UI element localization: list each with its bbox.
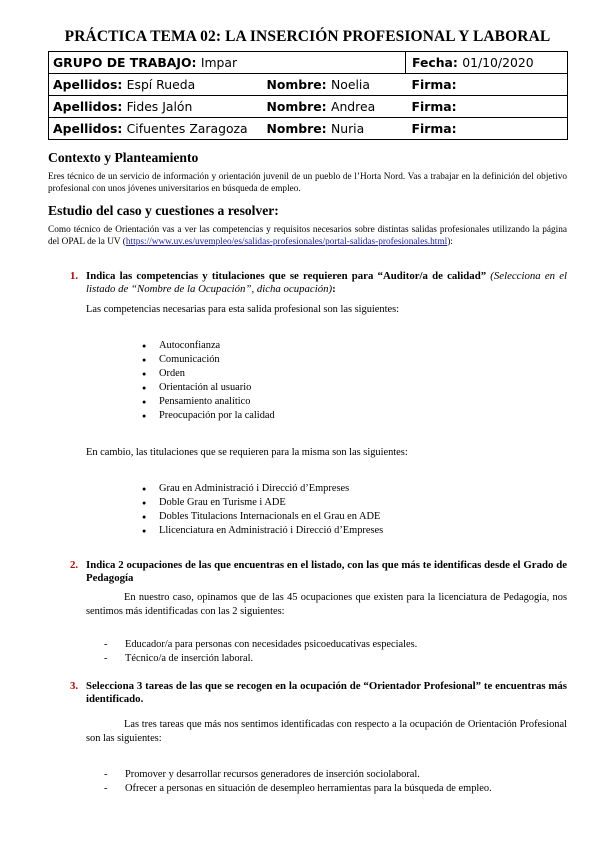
list-item: ● Grau en Administració i Direcció d’Empreses <box>48 482 567 496</box>
titulaciones-list <box>48 482 567 538</box>
list-item: ● Orden <box>48 367 567 381</box>
signature-cell <box>406 118 568 140</box>
context-text: Eres técnico de un servicio de información y orientación juvenil de un pueblo de l’Horta Nord. Vas a trabajar en la definición del objetivo profesional con unos jóvenes universitarios en búsqueda de empleo. <box>48 172 567 194</box>
name-label: Nombre: <box>266 121 327 136</box>
surname-value: Fides Jalón <box>126 99 193 114</box>
occupations-list <box>48 638 567 666</box>
list-item: ● Llicenciatura en Administració i Direcció d’Empreses <box>48 524 567 538</box>
group-value: Impar <box>200 55 238 70</box>
study-text <box>48 224 567 248</box>
surname-cell <box>49 74 263 96</box>
question-1 <box>48 270 567 296</box>
list-item: ● Dobles Titulacions Internacionals en el Grau en ADE <box>48 510 567 524</box>
competencias-intro: Las competencias necesarias para esta salida profesional son las siguientes: <box>86 304 400 315</box>
signature-cell <box>406 74 568 96</box>
list-item: - Técnico/a de inserción laboral. <box>48 652 567 666</box>
surname-label: Apellidos: <box>53 121 123 136</box>
study-text-before: Como técnico de Orientación vas a ver las competencias y requisitos necesarios sobre distintas salidas profesionales utilizando la página del OPAL de la UV ( <box>48 225 567 247</box>
question-2-number: 2. <box>70 559 79 571</box>
document-title: PRÁCTICA TEMA 02: LA INSERCIÓN PROFESIONAL Y LABORAL <box>64 28 551 45</box>
list-item: ● Comunicación <box>48 353 567 367</box>
name-cell <box>263 74 406 96</box>
list-item: ● Orientación al usuario <box>48 381 567 395</box>
question-2-text: Indica 2 ocupaciones de las que encuentras en el listado, con las que más te identificas desde el Grado de Pedagogía <box>86 559 567 584</box>
date-cell <box>406 52 568 74</box>
signature-cell <box>406 96 568 118</box>
tasks-list <box>48 768 567 796</box>
surname-cell <box>49 118 263 140</box>
titulaciones-intro: En cambio, las titulaciones que se requieren para la misma son las siguientes: <box>86 447 408 458</box>
question-3 <box>48 680 567 706</box>
question-1-hint-end: : <box>332 283 336 295</box>
name-label: Nombre: <box>266 99 327 114</box>
name-value: Nuria <box>330 121 365 136</box>
question-1-text: Indica las competencias y titulaciones que se requieren para “Auditor/a de calidad” <box>86 270 487 282</box>
group-cell <box>49 52 406 74</box>
group-row <box>49 52 568 74</box>
surname-label: Apellidos: <box>53 77 123 92</box>
signature-label: Firma: <box>411 77 457 92</box>
surname-cell <box>49 96 263 118</box>
member-row <box>49 96 568 118</box>
study-heading: Estudio del caso y cuestiones a resolver: <box>48 203 279 218</box>
study-text-after: ): <box>447 237 453 247</box>
signature-label: Firma: <box>411 99 457 114</box>
surname-label: Apellidos: <box>53 99 123 114</box>
list-item: ● Doble Grau en Turisme i ADE <box>48 496 567 510</box>
name-label: Nombre: <box>266 77 327 92</box>
opal-link[interactable]: https://www.uv.es/uvempleo/es/salidas-profesionales/portal-salidas-profesionales.html <box>125 237 448 247</box>
signature-label: Firma: <box>411 121 457 136</box>
list-item: - Educador/a para personas con necesidades psicoeducativas especiales. <box>48 638 567 652</box>
question-1-hint: (Selecciona en el listado de “Nombre de la Ocupación”, dicha ocupación) <box>86 270 567 295</box>
context-heading: Contexto y Planteamiento <box>48 150 199 165</box>
name-value: Noelia <box>330 77 370 92</box>
question-3-text: Selecciona 3 tareas de las que se recogen en la ocupación de “Orientador Profesional” te encuentras más identificado. <box>86 680 567 705</box>
group-label: GRUPO DE TRABAJO: <box>53 55 197 70</box>
list-item: - Ofrecer a personas en situación de desempleo herramientas para la búsqueda de empleo. <box>48 782 567 796</box>
competencias-list <box>48 339 567 423</box>
name-cell <box>263 118 406 140</box>
question-2-answer: En nuestro caso, opinamos que de las 45 ocupaciones que existen para la licenciatura de Pedagogía, nos sentimos más identificadas con las 2 siguientes: <box>86 592 567 617</box>
question-1-number: 1. <box>70 270 79 282</box>
question-3-answer: Las tres tareas que más nos sentimos identificadas con respecto a la ocupación de Orientación Profesional son las siguientes: <box>86 719 567 744</box>
question-3-number: 3. <box>70 680 79 692</box>
surname-value: Espí Rueda <box>126 77 196 92</box>
header-table <box>48 51 568 140</box>
list-item: ● Autoconfianza <box>48 339 567 353</box>
list-item: ● Pensamiento analítico <box>48 395 567 409</box>
member-row <box>49 74 568 96</box>
date-value: 01/10/2020 <box>462 55 534 70</box>
name-cell <box>263 96 406 118</box>
question-2 <box>48 559 567 585</box>
date-label: Fecha: <box>412 55 458 70</box>
list-item: - Promover y desarrollar recursos generadores de inserción sociolaboral. <box>48 768 567 782</box>
member-row <box>49 118 568 140</box>
name-value: Andrea <box>330 99 376 114</box>
list-item: ● Preocupación por la calidad <box>48 409 567 423</box>
surname-value: Cifuentes Zaragoza <box>126 121 248 136</box>
